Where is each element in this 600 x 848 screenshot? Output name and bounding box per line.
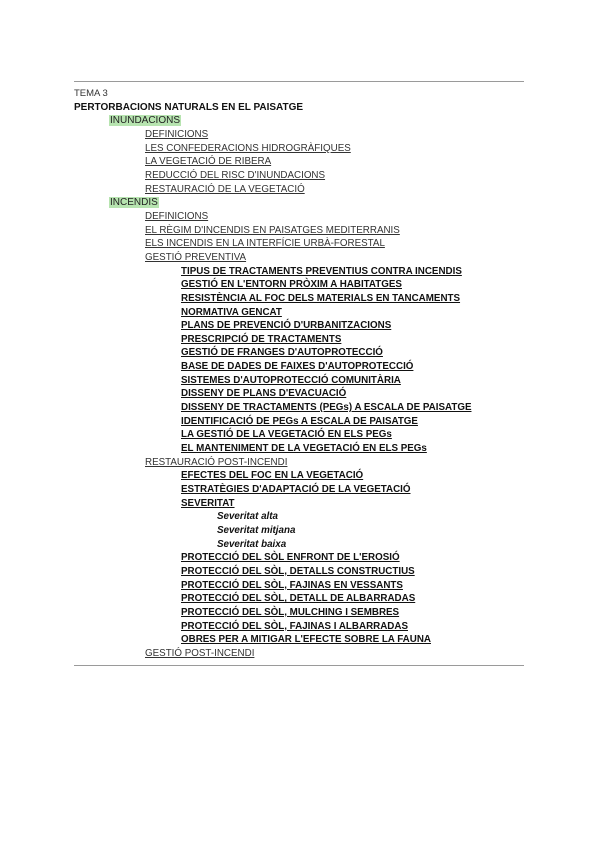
toc-link[interactable]: LES CONFEDERACIONS HIDROGRÀFIQUES (145, 142, 351, 154)
toc-link[interactable]: PROTECCIÓ DEL SÒL, DETALL DE ALBARRADAS (181, 593, 416, 605)
section-incendis[interactable]: INCENDIS (110, 197, 158, 209)
toc-link[interactable]: EFECTES DEL FOC EN LA VEGETACIÓ (181, 470, 364, 482)
toc-link[interactable]: ELS INCENDIS EN LA INTERFÍCIE URBÀ-FORESTAL (145, 238, 385, 250)
toc-link[interactable]: LA VEGETACIÓ DE RIBERA (145, 156, 272, 168)
toc-link[interactable]: DEFINICIONS (145, 128, 209, 140)
toc-link[interactable]: ESTRATÈGIES D'ADAPTACIÓ DE LA VEGETACIÓ (181, 484, 411, 496)
toc-link[interactable]: IDENTIFICACIÓ DE PEGs A ESCALA DE PAISATGE (181, 415, 418, 427)
toc-link-gestio-preventiva[interactable]: GESTIÓ PREVENTIVA (145, 251, 247, 263)
toc-link[interactable]: PRESCRIPCIÓ DE TRACTAMENTS (181, 333, 342, 345)
toc-link[interactable]: PROTECCIÓ DEL SÒL, FAJINAS EN VESSANTS (181, 579, 403, 591)
toc-link[interactable]: SISTEMES D'AUTOPROTECCIÓ COMUNITÀRIA (181, 374, 401, 386)
toc-link[interactable]: NORMATIVA GENCAT (181, 306, 282, 318)
toc-link[interactable]: DISSENY DE PLANS D'EVACUACIÓ (181, 388, 347, 400)
toc-link[interactable]: RESTAURACIÓ DE LA VEGETACIÓ (145, 183, 305, 195)
toc-link[interactable]: EL RÈGIM D'INCENDIS EN PAISATGES MEDITERRANIS (145, 224, 400, 236)
toc-link[interactable]: PROTECCIÓ DEL SÒL, DETALLS CONSTRUCTIUS (181, 565, 415, 577)
toc-link[interactable]: GESTIÓ EN L'ENTORN PRÒXIM A HABITATGES (181, 279, 402, 291)
toc-link[interactable]: PROTECCIÓ DEL SÒL ENFRONT DE L'EROSIÓ (181, 552, 400, 564)
toc-link[interactable]: DISSENY DE TRACTAMENTS (PEGs) A ESCALA DE PAISATGE (181, 402, 472, 414)
toc-subitem[interactable]: Severitat mitjana (217, 525, 296, 536)
bottom-divider (74, 665, 524, 666)
toc-subitem[interactable]: Severitat baixa (217, 538, 287, 550)
toc-link[interactable]: OBRES PER A MITIGAR L'EFECTE SOBRE LA FAUNA (181, 634, 431, 646)
page-title: PERTORBACIONS NATURALS EN EL PAISATGE (74, 101, 304, 113)
table-of-contents (74, 87, 524, 661)
top-divider (74, 81, 524, 82)
toc-link[interactable]: REDUCCIÓ DEL RISC D'INUNDACIONS (145, 169, 326, 181)
toc-link[interactable]: PROTECCIÓ DEL SÒL, MULCHING I SEMBRES (181, 606, 400, 618)
toc-link[interactable]: GESTIÓ DE FRANGES D'AUTOPROTECCIÓ (181, 347, 383, 359)
toc-link[interactable]: DEFINICIONS (145, 210, 209, 222)
toc-link-severitat[interactable]: SEVERITAT (181, 497, 235, 509)
toc-link[interactable]: PROTECCIÓ DEL SÒL, FAJINAS I ALBARRADAS (181, 620, 408, 632)
toc-link[interactable]: RESISTÈNCIA AL FOC DELS MATERIALS EN TANCAMENTS (181, 292, 461, 304)
toc-link[interactable]: BASE DE DADES DE FAIXES D'AUTOPROTECCIÓ (181, 361, 414, 373)
section-inundacions[interactable]: INUNDACIONS (110, 115, 181, 127)
toc-link[interactable]: TIPUS DE TRACTAMENTS PREVENTIUS CONTRA INCENDIS (181, 265, 462, 277)
toc-link[interactable]: EL MANTENIMENT DE LA VEGETACIÓ EN ELS PEGs (181, 443, 427, 455)
toc-link-gestio-post[interactable]: GESTIÓ POST-INCENDI (145, 647, 255, 659)
toc-subitem[interactable]: Severitat alta (217, 511, 278, 523)
toc-link[interactable]: LA GESTIÓ DE LA VEGETACIÓ EN ELS PEGs (181, 429, 392, 441)
toc-link[interactable]: PLANS DE PREVENCIÓ D'URBANITZACIONS (181, 320, 392, 332)
tema-label: TEMA 3 (74, 88, 108, 99)
toc-link-restauracio[interactable]: RESTAURACIÓ POST-INCENDI (145, 456, 288, 468)
